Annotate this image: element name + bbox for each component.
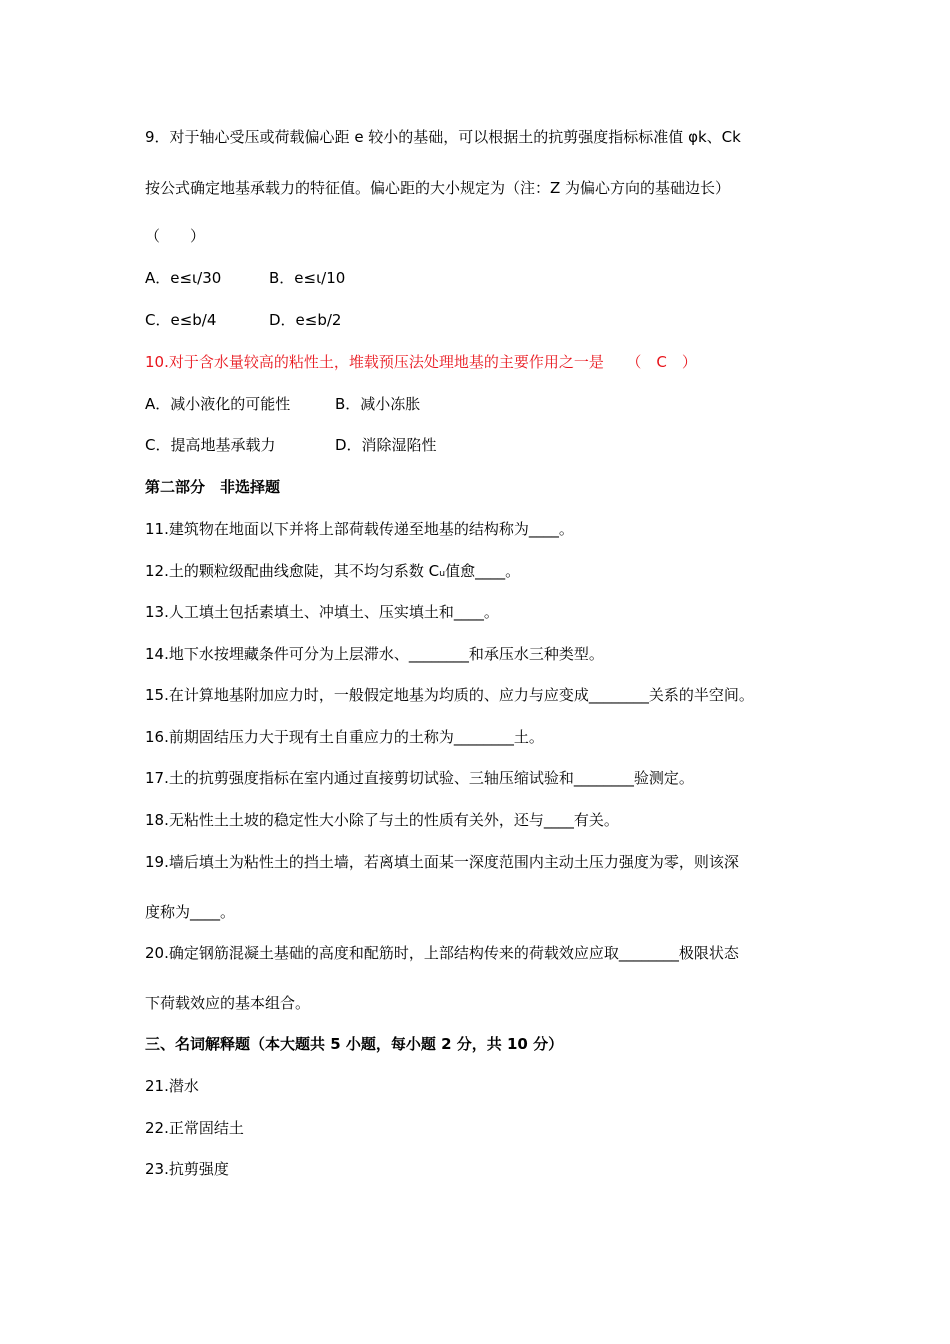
q16: 16.前期固结压力大于现有土自重应力的土称为________土。 xyxy=(145,728,544,746)
q9-option-b: B．e≤ι/10 xyxy=(269,269,346,287)
q9-option-d: D．e≤b/2 xyxy=(269,311,342,329)
q14: 14.地下水按埋藏条件可分为上层滞水、________和承压水三种类型。 xyxy=(145,645,604,663)
q20-line1: 20.确定钢筋混凝土基础的高度和配筋时，上部结构传来的荷载效应应取________极限状态 xyxy=(145,944,739,962)
q10-options-ab xyxy=(145,394,420,414)
q21: 21.潜水 xyxy=(145,1077,199,1095)
q9-option-a: A．e≤ι/30 xyxy=(145,269,222,287)
q10-line1: 10.对于含水量较高的粘性土，堆载预压法处理地基的主要作用之一是 （ C ） xyxy=(145,353,697,371)
q10-option-b: B．减小冻胀 xyxy=(335,395,421,413)
q9-options-ab xyxy=(145,268,345,288)
part2-title: 第二部分 非选择题 xyxy=(145,478,281,496)
q12: 12.土的颗粒级配曲线愈陡，其不均匀系数 Cᵤ值愈____。 xyxy=(145,562,521,580)
q9-line3: （ ） xyxy=(145,227,206,245)
q19-line1: 19.墙后填土为粘性土的挡土墙，若离填土面某一深度范围内主动土压力强度为零，则该深 xyxy=(145,853,739,871)
q10-option-d: D．消除湿陷性 xyxy=(335,436,437,454)
q20-line2: 下荷载效应的基本组合。 xyxy=(145,994,311,1012)
q15: 15.在计算地基附加应力时，一般假定地基为均质的、应力与应变成________关系的半空间。 xyxy=(145,686,754,704)
q10-options-cd xyxy=(145,435,437,455)
q10-option-c: C．提高地基承载力 xyxy=(145,436,276,454)
q18: 18.无粘性土土坡的稳定性大小除了与土的性质有关外，还与____有关。 xyxy=(145,811,619,829)
q9-options-cd xyxy=(145,310,341,330)
q17: 17.土的抗剪强度指标在室内通过直接剪切试验、三轴压缩试验和________验测定。 xyxy=(145,769,694,787)
q22: 22.正常固结土 xyxy=(145,1119,244,1137)
q13: 13.人工填土包括素填土、冲填土、压实填土和____。 xyxy=(145,603,499,621)
q19-line2: 度称为____。 xyxy=(145,903,236,921)
q23: 23.抗剪强度 xyxy=(145,1160,229,1178)
q9-line1: 9．对于轴心受压或荷载偏心距 e 较小的基础，可以根据土的抗剪强度指标标准值 φk、Ck xyxy=(145,128,741,146)
q10-option-a: A．减小液化的可能性 xyxy=(145,395,291,413)
q9-option-c: C．e≤b/4 xyxy=(145,311,217,329)
q11: 11.建筑物在地面以下并将上部荷载传递至地基的结构称为____。 xyxy=(145,520,574,538)
q9-line2: 按公式确定地基承载力的特征值。偏心距的大小规定为（注：Z 为偏心方向的基础边长） xyxy=(145,179,731,197)
part3-title: 三、名词解释题（本大题共 5 小题，每小题 2 分，共 10 分） xyxy=(145,1035,564,1053)
